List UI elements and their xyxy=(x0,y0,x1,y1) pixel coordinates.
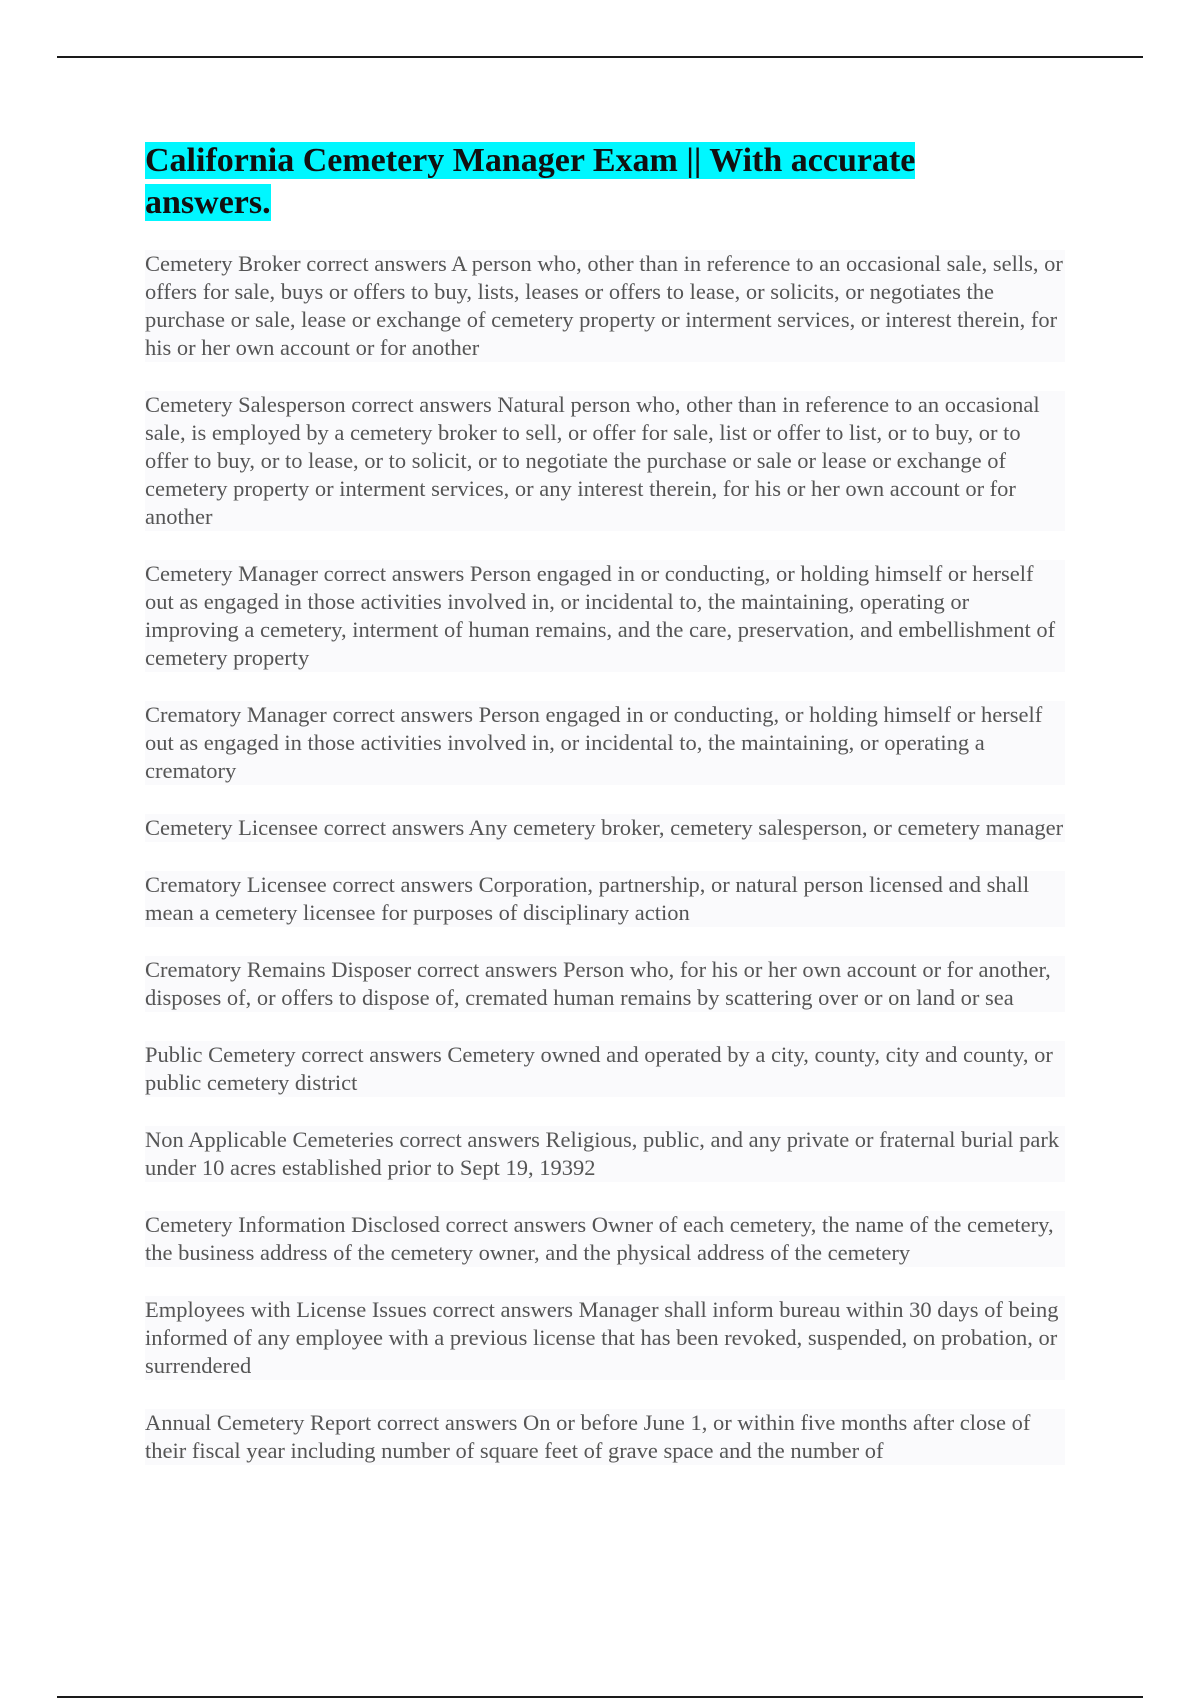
entry-term: Crematory Manager xyxy=(145,702,327,727)
entry-separator: correct answers xyxy=(416,957,558,982)
entry-answer: Corporation, partnership, or natural person licensed and shall mean a cemetery licensee for purposes of disciplinary action xyxy=(145,872,1030,925)
entry-separator: correct answers xyxy=(323,561,465,586)
qa-entry xyxy=(145,1296,1065,1380)
qa-entry xyxy=(145,701,1065,785)
entry-term: Cemetery Salesperson xyxy=(145,392,346,417)
entry-term: Cemetery Manager xyxy=(145,561,319,586)
entry-answer: Owner of each cemetery, the name of the cemetery, the business address of the cemetery owner, and the physical address of the cemetery xyxy=(145,1212,1054,1265)
qa-entry xyxy=(145,1409,1065,1465)
qa-entry xyxy=(145,1126,1065,1182)
entry-separator: correct answers xyxy=(399,1127,540,1152)
entry-separator: correct answers xyxy=(332,702,473,727)
entry-separator: correct answers xyxy=(301,1042,442,1067)
qa-entry xyxy=(145,1211,1065,1267)
entry-answer: Cemetery owned and operated by a city, county, city and county, or public cemetery district xyxy=(145,1042,1053,1095)
entry-answer: Manager shall inform bureau within 30 days of being informed of any employee with a previous license that has been revoked, suspended, on probation, or surrendered xyxy=(145,1297,1059,1378)
entry-answer: Religious, public, and any private or fraternal burial park under 10 acres established prior to Sept 19, 19392 xyxy=(145,1127,1060,1180)
entry-term: Crematory Licensee xyxy=(145,872,327,897)
title-highlight: California Cemetery Manager Exam || With accurate answers. xyxy=(145,142,916,221)
entry-answer: Person engaged in or conducting, or holding himself or herself out as engaged in those activities involved in, or incidental to, the maintaining, or operating a crematory xyxy=(145,702,1043,783)
qa-entry xyxy=(145,391,1065,531)
entry-term: Crematory Remains Disposer xyxy=(145,957,412,982)
entry-term: Annual Cemetery Report xyxy=(145,1410,372,1435)
qa-entry xyxy=(145,956,1065,1012)
qa-entry xyxy=(145,871,1065,927)
entry-answer: Any cemetery broker, cemetery salesperson, or cemetery manager xyxy=(468,815,1064,840)
entry-term: Cemetery Licensee xyxy=(145,815,319,840)
qa-list xyxy=(145,250,1065,1465)
bottom-page-rule xyxy=(57,1696,1143,1698)
entry-separator: correct answers xyxy=(351,392,492,417)
document-body xyxy=(145,140,1065,1494)
top-page-rule xyxy=(57,56,1143,58)
entry-answer: On or before June 1, or within five months after close of their fiscal year including number of square feet of grave space and the number of xyxy=(145,1410,1031,1463)
entry-term: Cemetery Broker xyxy=(145,251,301,276)
entry-term: Cemetery Information Disclosed xyxy=(145,1212,440,1237)
entry-separator: correct answers xyxy=(445,1212,587,1237)
qa-entry xyxy=(145,1041,1065,1097)
entry-term: Non Applicable Cemeteries xyxy=(145,1127,394,1152)
entry-term: Employees with License Issues xyxy=(145,1297,427,1322)
qa-entry xyxy=(145,250,1065,362)
entry-answer: Person engaged in or conducting, or holding himself or herself out as engaged in those activities involved in, or incidental to, the maintaining, operating or improving a cemetery, interment of human remains, and the care, preservation, and embellishment of cemetery property xyxy=(145,561,1056,670)
entry-separator: correct answers xyxy=(376,1410,518,1435)
entry-answer: Person who, for his or her own account or for another, disposes of, or offers to dispose of, cremated human remains by scattering over or on land or sea xyxy=(145,957,1051,1010)
entry-separator: correct answers xyxy=(332,872,473,897)
entry-answer: Natural person who, other than in reference to an occasional sale, is employed by a cemetery broker to sell, or offer for sale, list or offer to list, or to buy, or to offer to buy, or to lease, or to solicit, or to negotiate the purchase or sale or lease or exchange of cemetery property or interment services, or any interest therein, for his or her own account or for another xyxy=(145,392,1040,529)
entry-term: Public Cemetery xyxy=(145,1042,296,1067)
entry-separator: correct answers xyxy=(306,251,447,276)
qa-entry xyxy=(145,560,1065,672)
document-title xyxy=(145,140,975,224)
entry-answer: A person who, other than in reference to an occasional sale, sells, or offers for sale, buys or offers to buy, lists, leases or offers to lease, or solicits, or negotiates the purchase or sale, lease or exchange of cemetery property or interment services, or interest therein, for his or her own account or for another xyxy=(145,251,1063,360)
entry-separator: correct answers xyxy=(432,1297,573,1322)
qa-entry xyxy=(145,814,1065,842)
entry-separator: correct answers xyxy=(323,815,465,840)
